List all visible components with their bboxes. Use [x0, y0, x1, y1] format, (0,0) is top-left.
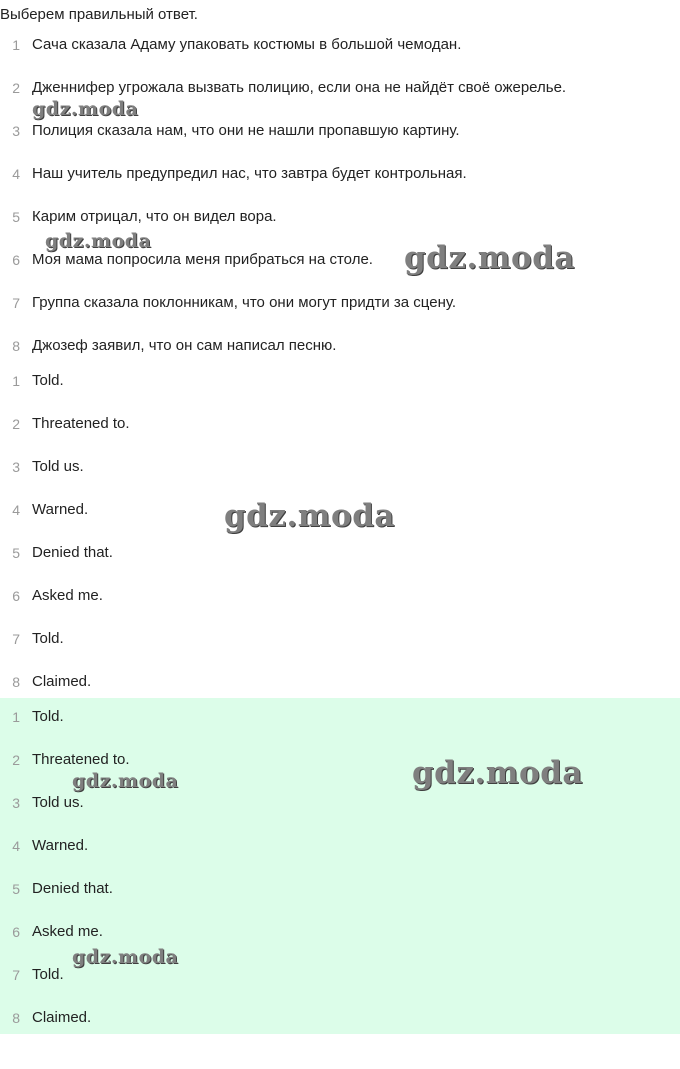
item-text: Asked me. [32, 587, 103, 604]
item-text: Denied that. [32, 544, 113, 561]
item-number: 7 [12, 967, 20, 983]
question-item [0, 27, 680, 70]
item-text: Warned. [32, 837, 89, 854]
item-text: Дженнифер угрожала вызвать полицию, если она не найдёт своё ожерелье. [32, 79, 567, 96]
final-answers-list [0, 699, 680, 1043]
item-number: 4 [12, 502, 20, 518]
item-text: Told. [32, 708, 64, 725]
item-number: 5 [12, 881, 20, 897]
intro-text: Выберем правильный ответ. [0, 6, 198, 23]
item-text: Asked me. [32, 923, 103, 940]
item-number: 2 [12, 80, 20, 96]
final-answer-item [0, 699, 680, 742]
item-number: 1 [12, 373, 20, 389]
item-number: 2 [12, 752, 20, 768]
item-text: Told. [32, 966, 64, 983]
item-text: Claimed. [32, 1009, 92, 1026]
item-number: 6 [12, 924, 20, 940]
answer-item [0, 621, 680, 664]
questions-list [0, 27, 680, 371]
item-number: 4 [12, 838, 20, 854]
item-text: Наш учитель предупредил нас, что завтра будет контрольная. [32, 165, 467, 182]
answer-item [0, 535, 680, 578]
item-text: Полиция сказала нам, что они не нашли пропавшую картину. [32, 122, 460, 139]
watermark: gdz.moda [72, 770, 179, 792]
item-number: 1 [12, 37, 20, 53]
item-number: 4 [12, 166, 20, 182]
answer-item [0, 406, 680, 449]
item-text: Моя мама попросила меня прибраться на столе. [32, 251, 373, 268]
answer-item [0, 449, 680, 492]
item-number: 3 [12, 123, 20, 139]
item-text: Denied that. [32, 880, 113, 897]
item-number: 8 [12, 338, 20, 354]
watermark: gdz.moda [72, 946, 179, 968]
item-number: 7 [12, 295, 20, 311]
watermark: gdz.moda [412, 755, 583, 791]
item-text: Сача сказала Адаму упаковать костюмы в большой чемодан. [32, 36, 462, 53]
item-text: Claimed. [32, 673, 92, 690]
watermark: gdz.moda [32, 98, 139, 120]
item-text: Warned. [32, 501, 89, 518]
answer-item [0, 363, 680, 406]
watermark: gdz.moda [45, 230, 152, 252]
watermark: gdz.moda [224, 498, 395, 534]
final-answer-item [0, 828, 680, 871]
item-text: Джозеф заявил, что он сам написал песню. [32, 337, 337, 354]
watermark: gdz.moda [404, 240, 575, 276]
item-number: 6 [12, 588, 20, 604]
final-answer-item [0, 1000, 680, 1043]
item-number: 1 [12, 709, 20, 725]
item-text: Told us. [32, 794, 84, 811]
item-number: 7 [12, 631, 20, 647]
item-number: 6 [12, 252, 20, 268]
item-text: Told us. [32, 458, 84, 475]
item-number: 8 [12, 1010, 20, 1026]
final-answer-item [0, 871, 680, 914]
item-number: 5 [12, 209, 20, 225]
item-number: 3 [12, 795, 20, 811]
answers-list [0, 363, 680, 707]
question-item [0, 156, 680, 199]
item-number: 5 [12, 545, 20, 561]
item-number: 8 [12, 674, 20, 690]
item-number: 2 [12, 416, 20, 432]
item-text: Threatened to. [32, 415, 130, 432]
item-text: Told. [32, 630, 64, 647]
answer-item [0, 578, 680, 621]
item-text: Карим отрицал, что он видел вора. [32, 208, 277, 225]
item-number: 3 [12, 459, 20, 475]
item-text: Группа сказала поклонникам, что они могут придти за сцену. [32, 294, 457, 311]
item-text: Threatened to. [32, 751, 130, 768]
question-item [0, 285, 680, 328]
item-text: Told. [32, 372, 64, 389]
